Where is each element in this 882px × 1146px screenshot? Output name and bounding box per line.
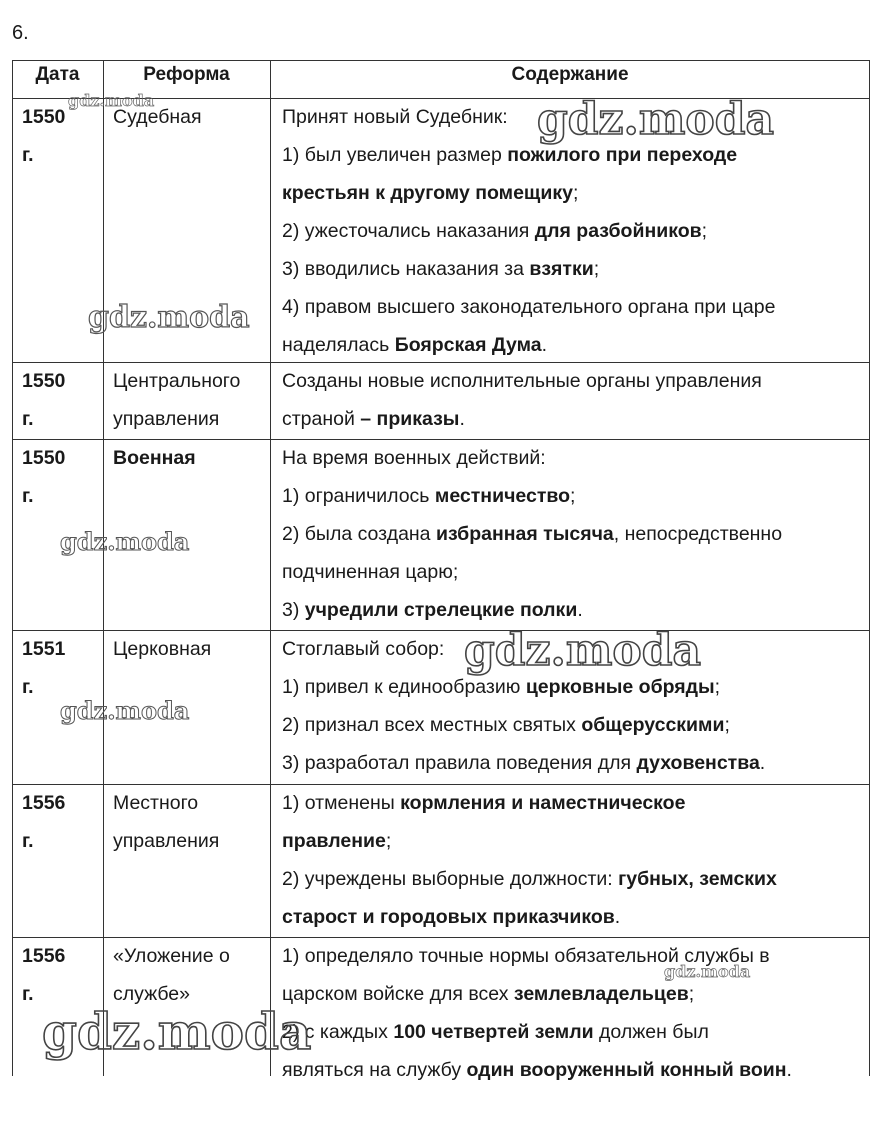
- content-line: [282, 860, 866, 898]
- content-line: [282, 937, 866, 975]
- reform-line: «Уложение о: [113, 945, 230, 967]
- content-bold-fragment: губных, земских: [618, 868, 777, 890]
- content-line: [282, 174, 866, 212]
- content-fragment: 2) признал всех местных святых: [282, 714, 582, 736]
- row-reform: [113, 362, 268, 438]
- watermark: gdz.moda: [464, 625, 702, 676]
- content-line: [282, 1051, 866, 1089]
- content-fragment: Стоглавый собор:: [282, 638, 445, 660]
- content-bold-fragment: Боярская Дума: [394, 334, 542, 356]
- content-bold-fragment: избранная тысяча: [435, 523, 614, 545]
- content-fragment: 2) ужесточались наказания: [282, 220, 535, 242]
- content-bold-fragment: духовенства: [636, 752, 760, 774]
- reform-line: Центрального: [113, 370, 241, 392]
- content-line: [282, 591, 866, 629]
- content-fragment: .: [541, 334, 548, 356]
- content-bold-fragment: учредили стрелецкие полки: [304, 599, 578, 621]
- watermark: gdz.moda: [60, 696, 190, 725]
- content-fragment: 3): [282, 599, 305, 621]
- content-fragment: наделялась: [282, 334, 395, 356]
- row-reform: [113, 630, 268, 668]
- content-fragment: 1) привел к единообразию: [282, 676, 526, 698]
- watermark: gdz.moda: [68, 91, 155, 110]
- row-date: 1550 г.: [22, 106, 66, 166]
- content-bold-fragment: крестьян к другому помещику: [282, 182, 573, 204]
- content-fragment: 2) была создана: [282, 523, 436, 545]
- reform-line: Военная: [113, 447, 196, 469]
- content-fragment: Созданы новые исполнительные органы управления: [282, 370, 762, 392]
- content-bold-fragment: взятки: [529, 258, 594, 280]
- watermark: gdz.moda: [60, 527, 190, 556]
- watermark: gdz.moda: [537, 94, 775, 145]
- content-fragment: ;: [385, 830, 392, 852]
- content-line: [282, 1013, 866, 1051]
- content-fragment: 3) разработал правила поведения для: [282, 752, 637, 774]
- header-content: Содержание: [511, 64, 629, 85]
- reform-line: управления: [113, 408, 220, 430]
- content-bold-fragment: пожилого при переходе: [507, 144, 738, 166]
- content-fragment: царском войске для всех: [282, 983, 514, 1005]
- row-date: 1551 г.: [22, 638, 66, 698]
- reform-line: управления: [113, 830, 220, 852]
- content-line: [282, 288, 866, 326]
- header-date: Дата: [35, 64, 80, 85]
- content-line: [282, 822, 866, 860]
- content-fragment: На время военных действий:: [282, 447, 546, 469]
- content-line: [282, 400, 866, 438]
- content-fragment: 3) вводились наказания за: [282, 258, 530, 280]
- content-line: [282, 439, 866, 477]
- content-fragment: ;: [701, 220, 708, 242]
- content-fragment: страной: [282, 408, 361, 430]
- content-line: [282, 553, 866, 591]
- content-fragment: подчиненная царю;: [282, 561, 459, 583]
- content-fragment: Принят новый Судебник:: [282, 106, 508, 128]
- row-date: 1550 г.: [22, 447, 66, 507]
- content-fragment: 1) определяло точные нормы обязательной службы в: [282, 945, 770, 967]
- content-fragment: 1) ограничилось: [282, 485, 435, 507]
- content-bold-fragment: землевладельцев: [513, 983, 689, 1005]
- content-fragment: 2) с каждых: [282, 1021, 394, 1043]
- watermark: gdz.moda: [42, 1002, 312, 1061]
- content-fragment: 2) учреждены выборные должности:: [282, 868, 619, 890]
- content-line: [282, 515, 866, 553]
- content-line: [282, 212, 866, 250]
- reform-line: Церковная: [113, 638, 212, 660]
- row-date: 1556 г.: [22, 792, 66, 852]
- watermark: gdz.moda: [664, 962, 751, 981]
- content-line: [282, 477, 866, 515]
- content-line: [282, 744, 866, 782]
- content-bold-fragment: старост и городовых приказчиков: [282, 906, 615, 928]
- header-reform: Реформа: [143, 64, 230, 85]
- content-line: [282, 706, 866, 744]
- content-fragment: 1) отменены: [282, 792, 401, 814]
- row-content: [282, 937, 866, 1089]
- content-fragment: .: [577, 599, 583, 621]
- content-fragment: .: [614, 906, 621, 928]
- content-bold-fragment: – приказы: [360, 408, 460, 430]
- content-bold-fragment: один вооруженный конный воин: [466, 1059, 787, 1081]
- row-content: [282, 439, 866, 629]
- content-line: [282, 362, 866, 400]
- content-bold-fragment: общерусскими: [581, 714, 725, 736]
- content-fragment: .: [759, 752, 766, 774]
- content-fragment: .: [786, 1059, 792, 1081]
- content-fragment: являться на службу: [282, 1059, 467, 1081]
- watermark: gdz.moda: [88, 300, 250, 335]
- content-line: [282, 784, 866, 822]
- reform-line: Судебная: [113, 106, 202, 128]
- content-line: [282, 975, 866, 1013]
- content-bold-fragment: для разбойников: [534, 220, 702, 242]
- row-reform: [113, 784, 268, 860]
- content-bold-fragment: 100 четвертей земли: [393, 1021, 594, 1043]
- row-date: 1550 г.: [22, 370, 66, 430]
- content-bold-fragment: кормления и наместническое: [400, 792, 686, 814]
- content-fragment: ;: [593, 258, 600, 280]
- content-fragment: ;: [724, 714, 730, 736]
- row-reform: [113, 439, 268, 477]
- content-bold-fragment: правление: [282, 830, 386, 852]
- reform-line: службе»: [113, 983, 191, 1005]
- content-fragment: ;: [570, 485, 576, 507]
- row-content: [282, 362, 866, 438]
- content-fragment: 1) был увеличен размер: [282, 144, 508, 166]
- content-fragment: 4) правом высшего законодательного органа при царе: [282, 296, 776, 318]
- content-line: [282, 250, 866, 288]
- task-number: 6.: [12, 22, 29, 44]
- content-line: [282, 898, 866, 936]
- content-fragment: .: [459, 408, 465, 430]
- content-fragment: ;: [714, 676, 721, 698]
- row-content: [282, 784, 866, 936]
- content-fragment: ;: [688, 983, 695, 1005]
- reform-line: Местного: [113, 792, 199, 814]
- content-bold-fragment: местничество: [434, 485, 571, 507]
- row-date: 1556 г.: [22, 945, 66, 1005]
- content-line: [282, 326, 866, 364]
- content-fragment: ;: [572, 182, 579, 204]
- content-fragment: , непосредственно: [613, 523, 783, 545]
- content-fragment: должен был: [593, 1021, 709, 1043]
- content-bold-fragment: церковные обряды: [525, 676, 715, 698]
